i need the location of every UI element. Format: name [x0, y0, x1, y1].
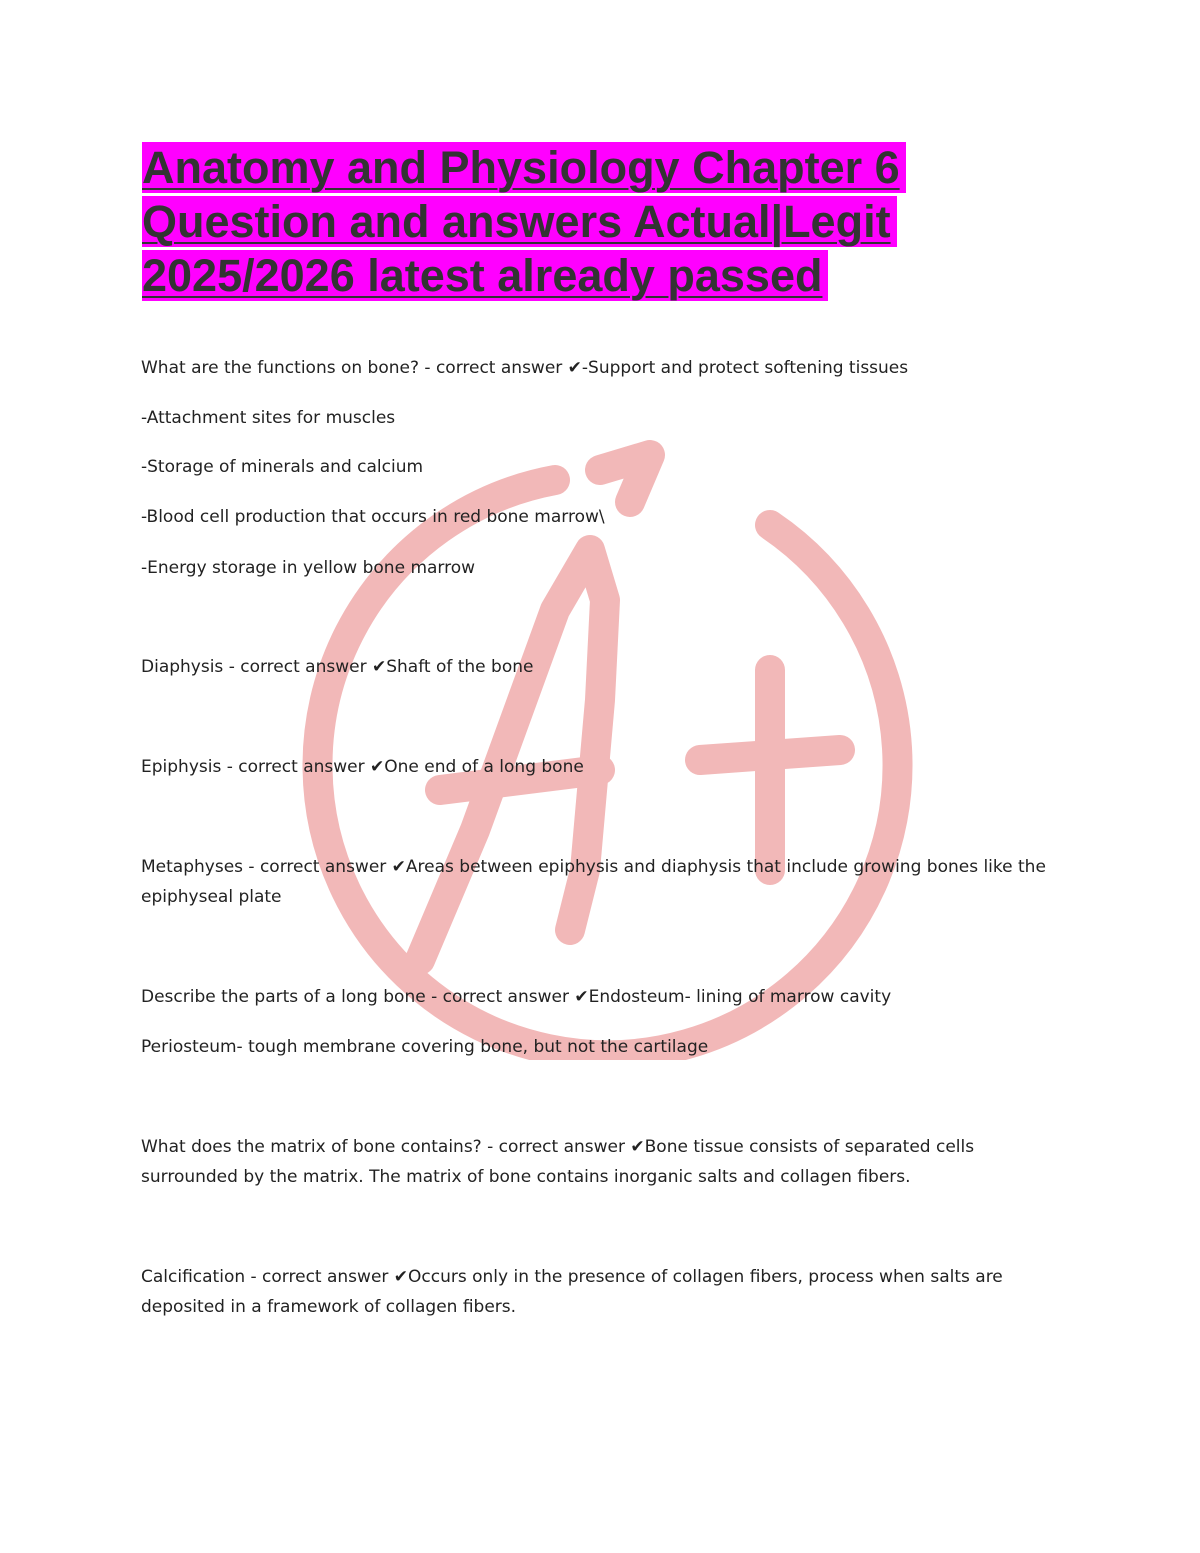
paragraph-attachment: -Attachment sites for muscles	[141, 408, 396, 428]
paragraph-diaphysis: Diaphysis - correct answer ✔Shaft of the bone	[141, 657, 534, 677]
paragraph-metaphyses: Metaphyses - correct answer ✔Areas between epiphysis and diaphysis that include growing bones like the epiphyseal plate	[141, 857, 1046, 907]
paragraph-bone-matrix: What does the matrix of bone contains? - correct answer ✔Bone tissue consists of separated cells surrounded by the matrix. The matrix of bone contains inorganic salts and collagen fibers.	[141, 1137, 975, 1187]
paragraph-long-bone-parts: Describe the parts of a long bone - correct answer ✔Endosteum- lining of marrow cavity	[141, 987, 892, 1007]
title-text: Anatomy and Physiology Chapter 6 Question and answers Actual|Legit 2025/2026 latest already passed	[142, 142, 906, 301]
paragraph-energy-storage: -Energy storage in yellow bone marrow	[141, 558, 476, 578]
paragraph-blood-cell: -Blood cell production that occurs in red bone marrow\	[141, 507, 605, 527]
paragraph-periosteum: Periosteum- tough membrane covering bone, but not the cartilage	[141, 1037, 709, 1057]
paragraph-calcification: Calcification - correct answer ✔Occurs only in the presence of collagen fibers, process when salts are deposited in a framework of collagen fibers.	[141, 1267, 1003, 1317]
paragraph-epiphysis: Epiphysis - correct answer ✔One end of a long bone	[141, 757, 584, 777]
page-title	[142, 141, 962, 303]
paragraph-bone-functions: What are the functions on bone? - correct answer ✔-Support and protect softening tissues	[141, 358, 909, 378]
a-plus-watermark-icon	[300, 440, 920, 1060]
paragraph-storage: -Storage of minerals and calcium	[141, 457, 424, 477]
